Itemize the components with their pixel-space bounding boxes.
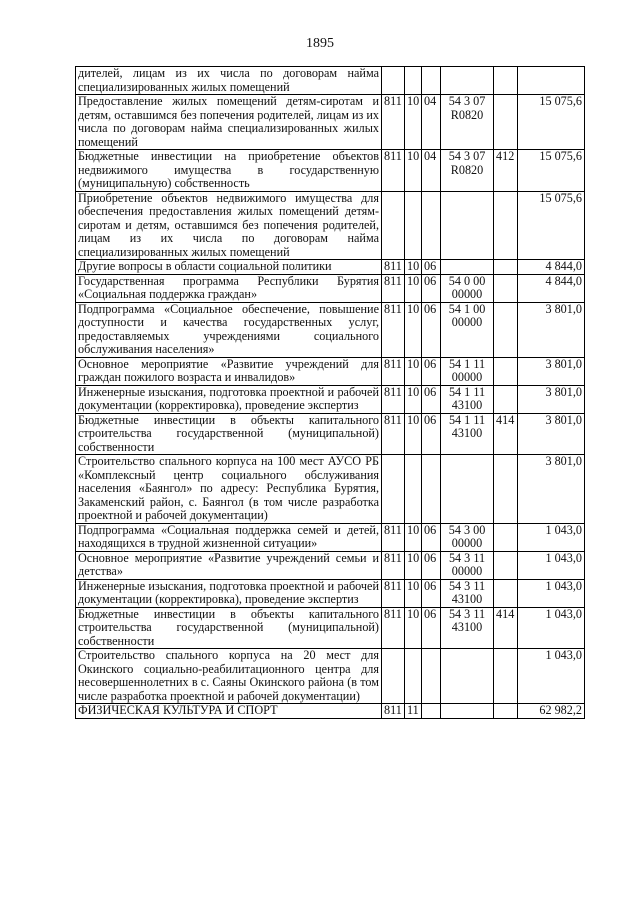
cell-sum: 4 844,0 [518, 260, 585, 275]
cell-name: Основное мероприятие «Развитие учреждений для граждан пожилого возраста и инвалидов» [76, 357, 382, 385]
cell-pr [422, 67, 441, 95]
cell-sum: 1 043,0 [518, 551, 585, 579]
cell-ved: 811 [382, 523, 405, 551]
cell-ved [382, 67, 405, 95]
cell-name: Подпрограмма «Социальное обеспечение, повышение доступности и качества государственных услуг, предоставляемых учреждениями социального обслуживания населения» [76, 302, 382, 357]
table-body [76, 67, 585, 719]
cell-rz: 10 [405, 260, 422, 275]
cell-name: Бюджетные инвестиции в объекты капитального строительства государственной (муниципальной) собственности [76, 607, 382, 649]
cell-rz: 10 [405, 413, 422, 455]
cell-sum: 3 801,0 [518, 413, 585, 455]
cell-sum: 3 801,0 [518, 357, 585, 385]
table-row [76, 649, 585, 704]
table-row [76, 95, 585, 150]
cell-csr [441, 704, 494, 719]
cell-name: Подпрограмма «Социальная поддержка семей и детей, находящихся в трудной жизненной ситуации» [76, 523, 382, 551]
cell-csr: 54 3 07 R0820 [441, 95, 494, 150]
cell-rz [405, 67, 422, 95]
cell-vr [494, 357, 518, 385]
cell-rz: 11 [405, 704, 422, 719]
cell-csr: 54 3 11 43100 [441, 579, 494, 607]
table-row [76, 274, 585, 302]
cell-ved: 811 [382, 260, 405, 275]
cell-pr: 04 [422, 150, 441, 192]
cell-vr [494, 274, 518, 302]
table-row [76, 607, 585, 649]
cell-csr: 54 1 00 00000 [441, 302, 494, 357]
table-row [76, 67, 585, 95]
cell-pr: 04 [422, 95, 441, 150]
cell-ved: 811 [382, 95, 405, 150]
cell-vr [494, 704, 518, 719]
cell-csr: 54 1 11 00000 [441, 357, 494, 385]
cell-csr: 54 1 11 43100 [441, 413, 494, 455]
cell-name: Бюджетные инвестиции на приобретение объектов недвижимого имущества в государственную (муниципальную) собственность [76, 150, 382, 192]
cell-ved: 811 [382, 302, 405, 357]
cell-ved [382, 191, 405, 260]
cell-ved: 811 [382, 607, 405, 649]
table-row [76, 551, 585, 579]
cell-vr [494, 302, 518, 357]
cell-rz [405, 455, 422, 524]
cell-csr [441, 649, 494, 704]
cell-rz: 10 [405, 302, 422, 357]
cell-pr: 06 [422, 413, 441, 455]
cell-csr: 54 0 00 00000 [441, 274, 494, 302]
cell-name: Приобретение объектов недвижимого имущества для обеспечения предоставления жилых помещений детям-сиротам и детям, оставшимся без попечения родителей, лицам из их числа по договорам найма специализированных жилых помещений [76, 191, 382, 260]
cell-rz: 10 [405, 523, 422, 551]
cell-ved: 811 [382, 704, 405, 719]
cell-name: Строительство спального корпуса на 20 мест для Окинского социально-реабилитационного центра для несовершеннолетних в с. Саяны Окинского района (в том числе разработка проектной и рабочей документации) [76, 649, 382, 704]
cell-pr [422, 191, 441, 260]
page-number: 1895 [306, 36, 334, 51]
cell-ved: 811 [382, 274, 405, 302]
cell-sum: 1 043,0 [518, 649, 585, 704]
cell-ved: 811 [382, 357, 405, 385]
cell-pr: 06 [422, 260, 441, 275]
cell-csr: 54 3 00 00000 [441, 523, 494, 551]
cell-name: Предоставление жилых помещений детям-сиротам и детям, оставшимся без попечения родителей, лицам из их числа по договорам найма специализированных жилых помещений [76, 95, 382, 150]
cell-sum: 1 043,0 [518, 607, 585, 649]
cell-vr: 414 [494, 413, 518, 455]
cell-csr: 54 1 11 43100 [441, 385, 494, 413]
cell-sum: 15 075,6 [518, 191, 585, 260]
cell-sum: 1 043,0 [518, 523, 585, 551]
cell-ved [382, 455, 405, 524]
cell-vr [494, 523, 518, 551]
cell-name: ФИЗИЧЕСКАЯ КУЛЬТУРА И СПОРТ [76, 704, 382, 719]
cell-sum: 3 801,0 [518, 455, 585, 524]
cell-rz: 10 [405, 95, 422, 150]
cell-sum [518, 67, 585, 95]
cell-vr [494, 95, 518, 150]
cell-sum: 4 844,0 [518, 274, 585, 302]
cell-pr [422, 455, 441, 524]
cell-pr: 06 [422, 385, 441, 413]
cell-rz: 10 [405, 579, 422, 607]
cell-rz: 10 [405, 357, 422, 385]
cell-csr: 54 3 11 00000 [441, 551, 494, 579]
table-row [76, 260, 585, 275]
cell-sum: 62 982,2 [518, 704, 585, 719]
cell-vr [494, 455, 518, 524]
cell-ved: 811 [382, 579, 405, 607]
table-row [76, 455, 585, 524]
cell-sum: 3 801,0 [518, 302, 585, 357]
cell-pr: 06 [422, 579, 441, 607]
cell-pr: 06 [422, 302, 441, 357]
table-row [76, 523, 585, 551]
table-row [76, 191, 585, 260]
cell-vr [494, 579, 518, 607]
cell-rz [405, 191, 422, 260]
cell-sum: 15 075,6 [518, 150, 585, 192]
cell-ved: 811 [382, 150, 405, 192]
cell-vr [494, 260, 518, 275]
cell-pr [422, 649, 441, 704]
cell-name: Бюджетные инвестиции в объекты капитального строительства государственной (муниципальной) собственности [76, 413, 382, 455]
cell-pr: 06 [422, 523, 441, 551]
cell-vr [494, 649, 518, 704]
cell-sum: 15 075,6 [518, 95, 585, 150]
table-row [76, 385, 585, 413]
cell-vr [494, 385, 518, 413]
cell-rz: 10 [405, 150, 422, 192]
cell-rz: 10 [405, 274, 422, 302]
cell-rz [405, 649, 422, 704]
cell-name: Инженерные изыскания, подготовка проектной и рабочей документации (корректировка), проведение экспертиз [76, 579, 382, 607]
cell-pr: 06 [422, 607, 441, 649]
cell-csr [441, 191, 494, 260]
cell-vr [494, 551, 518, 579]
cell-name: Другие вопросы в области социальной политики [76, 260, 382, 275]
table-row [76, 579, 585, 607]
table-row [76, 150, 585, 192]
cell-sum: 3 801,0 [518, 385, 585, 413]
table-row [76, 704, 585, 719]
cell-name: дителей, лицам из их числа по договорам найма специализированных жилых помещений [76, 67, 382, 95]
table-row [76, 413, 585, 455]
cell-vr [494, 191, 518, 260]
cell-csr [441, 455, 494, 524]
cell-pr: 06 [422, 357, 441, 385]
cell-sum: 1 043,0 [518, 579, 585, 607]
cell-name: Основное мероприятие «Развитие учреждений семьи и детства» [76, 551, 382, 579]
cell-name: Инженерные изыскания, подготовка проектной и рабочей документации (корректировка), проведение экспертиз [76, 385, 382, 413]
table-row [76, 357, 585, 385]
cell-vr: 412 [494, 150, 518, 192]
cell-rz: 10 [405, 607, 422, 649]
cell-vr: 414 [494, 607, 518, 649]
cell-ved [382, 649, 405, 704]
cell-name: Государственная программа Республики Бурятия «Социальная поддержка граждан» [76, 274, 382, 302]
cell-rz: 10 [405, 551, 422, 579]
cell-ved: 811 [382, 413, 405, 455]
cell-ved: 811 [382, 385, 405, 413]
cell-pr: 06 [422, 551, 441, 579]
cell-ved: 811 [382, 551, 405, 579]
cell-csr: 54 3 11 43100 [441, 607, 494, 649]
budget-table [75, 66, 585, 719]
cell-vr [494, 67, 518, 95]
cell-rz: 10 [405, 385, 422, 413]
cell-csr [441, 260, 494, 275]
cell-pr: 06 [422, 274, 441, 302]
cell-pr [422, 704, 441, 719]
cell-csr [441, 67, 494, 95]
cell-csr: 54 3 07 R0820 [441, 150, 494, 192]
cell-name: Строительство спального корпуса на 100 мест АУСО РБ «Комплексный центр социального обслуживания населения «Баянгол» по адресу: Республика Бурятия, Закаменский район, с. Баянгол (в том числе разработка проектной и рабочей документации) [76, 455, 382, 524]
table-row [76, 302, 585, 357]
